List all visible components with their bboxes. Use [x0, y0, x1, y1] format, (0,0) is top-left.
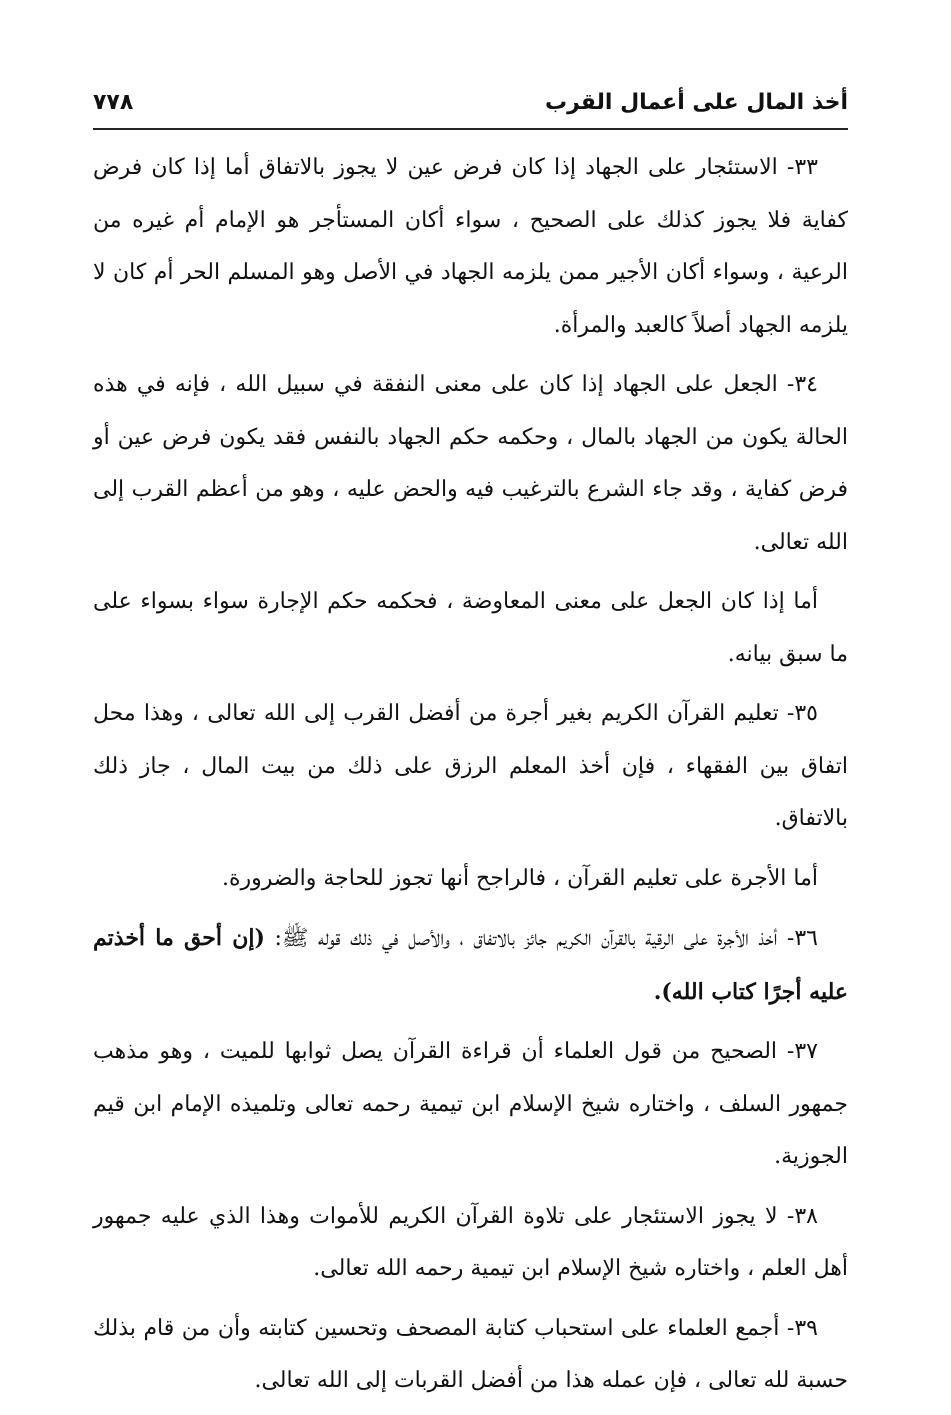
- running-title: أخذ المال على أعمال القرب: [544, 90, 848, 115]
- paragraph-35: ٣٥- تعليم القرآن الكريم بغير أجرة من أفضل القرب إلى الله تعالى ، وهذا محل اتفاق بين الفقهاء ، فإن أخذ المعلم الرزق على ذلك من بيت المال ، جاز ذلك بالاتفاق.: [93, 701, 849, 831]
- page-number: ٧٧٨: [93, 90, 134, 115]
- paragraph-33: ٣٣- الاستئجار على الجهاد إذا كان فرض عين لا يجوز بالاتفاق أما إذا كان فرض كفاية فلا يجوز كذلك على الصحيح ، سواء أكان المستأجر هو الإمام أم غيره من الرعية ، وسواء أكان الأجير ممن يلزمه الجهاد في الأصل وهو المسلم الحر أم كان لا يلزمه الجهاد أصلاً كالعبد والمرأة.: [93, 155, 848, 338]
- paragraph-35-continued: أما الأجرة على تعليم القرآن ، فالراجح أنها تجوز للحاجة والضرورة.: [221, 865, 818, 891]
- page-body: [93, 142, 848, 1415]
- paragraph-39: ٣٩- أجمع العلماء على استحباب كتابة المصحف وتحسين كتابته وأن من قام بذلك حسبة لله تعالى ، فإن عمله هذا من أفضل القربات إلى الله تعالى.: [93, 1315, 848, 1393]
- paragraph-37: ٣٧- الصحيح من قول العلماء أن قراءة القرآن يصل ثوابها للميت ، وهو مذهب جمهور السلف ، واختاره شيخ الإسلام ابن تيمية رحمه تعالى وتلميذه الإمام ابن قيم الجوزية.: [93, 1039, 848, 1169]
- paragraph-36-text: ٣٦- أخذ الأجرة على الرقية بالقرآن الكريم جائز بالاتفاق ، والأصل في ذلك قوله ﷺ:: [274, 926, 818, 951]
- running-header: [93, 88, 848, 130]
- hadith-quote: (إن أحق ما أخذتم عليه أجرًا كتاب الله).: [93, 925, 848, 1005]
- paragraph-34-continued: أما إذا كان الجعل على معنى المعاوضة ، فحكمه حكم الإجارة سواء بسواء على ما سبق بيانه.: [93, 589, 848, 667]
- paragraph-38: ٣٨- لا يجوز الاستئجار على تلاوة القرآن الكريم للأموات وهذا الذي عليه جمهور أهل العلم ، واختاره شيخ الإسلام ابن تيمية رحمه الله تعالى.: [93, 1203, 848, 1281]
- paragraph-34: ٣٤- الجعل على الجهاد إذا كان على معنى النفقة في سبيل الله ، فإنه في هذه الحالة يكون من الجهاد بالمال ، وحكمه حكم الجهاد بالنفس فقد يكون فرض عين أو فرض كفاية ، وقد جاء الشرع بالترغيب فيه والحض عليه ، وهو من أعظم القرب إلى الله تعالى.: [93, 372, 848, 555]
- paragraph-36: [93, 912, 848, 1019]
